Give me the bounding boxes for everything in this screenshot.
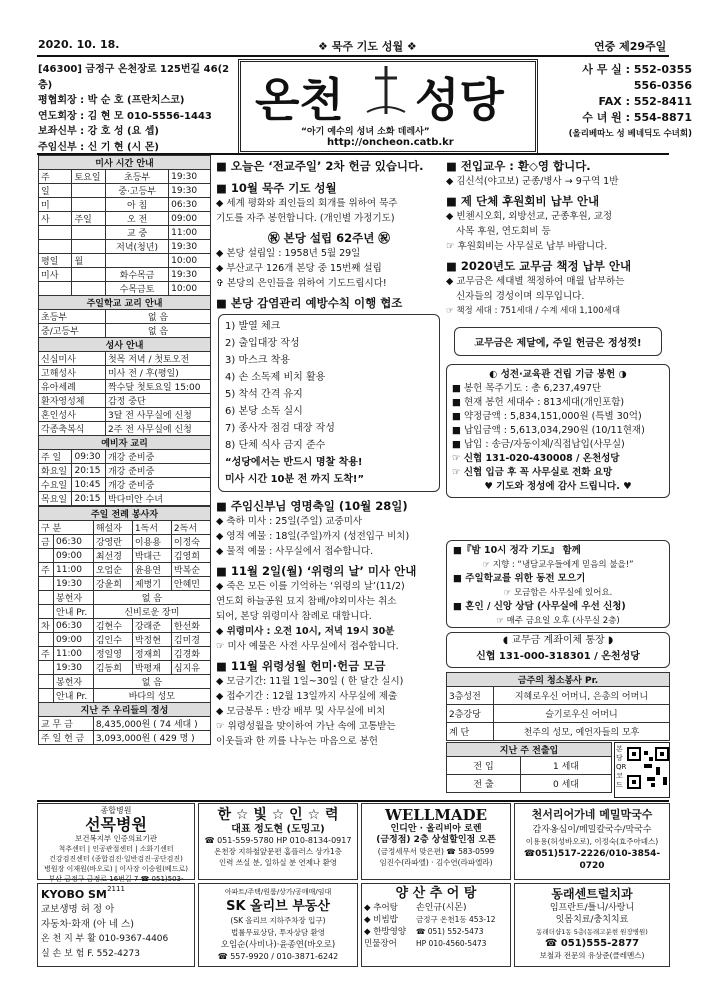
text-cell: 09:00 xyxy=(54,549,94,563)
text-cell: 척추센터 | 인공관절센터 | 소화기센터 xyxy=(58,845,174,853)
text-cell: 각종축복식 xyxy=(39,422,106,436)
catechism-title: 주일학교 교리 안내 xyxy=(39,296,211,310)
text-cell: 2) 출입대장 작성 xyxy=(225,338,300,349)
text-cell: 평일 xyxy=(39,254,72,268)
text-cell: ☞ 지향 : “냉담교우들에게 믿음의 불을!” xyxy=(482,560,634,570)
qr-code[interactable] xyxy=(614,742,670,798)
text-cell: ☎ 557-9920 / 010-3871-6242 xyxy=(217,952,339,961)
text-cell: 박복순 xyxy=(171,563,210,577)
anniversary-heading: ㊗ 본당 설립 62주년 ㊗ xyxy=(268,231,390,245)
text-cell: 주 일 헌 금 xyxy=(39,731,94,745)
ads-divider xyxy=(37,800,669,802)
assistant-priest: 보좌신부 : 강 호 성 (요 셉) xyxy=(38,126,159,137)
text-cell: 미 xyxy=(39,198,72,212)
text-cell: 보철과 전문의 유상준(클레멘스) xyxy=(539,951,645,960)
text-cell: 자동차·화재 (아 네 스) xyxy=(41,919,134,930)
cleaning-table xyxy=(446,672,670,741)
text-cell: ◆ 교무금은 세대별 책정하여 매월 납부하는 xyxy=(446,276,625,287)
text-cell: 박다미안 수녀 xyxy=(105,492,210,506)
text-cell: 일 xyxy=(39,184,72,198)
text-cell: KYOBO SM xyxy=(41,888,107,901)
text-cell: 금 xyxy=(39,535,54,549)
tithe-reminder: 교무금은 제달에, 주일 헌금은 정성껏! xyxy=(454,327,662,356)
text-cell: 봉헌자 xyxy=(54,591,94,605)
text-cell: 안혜민 xyxy=(171,577,210,591)
ad-real-estate[interactable] xyxy=(198,883,358,967)
text-cell: 화요일 xyxy=(39,464,72,478)
text-cell: ◆ 위령미사 : 오전 10시, 저녁 19시 30분 xyxy=(216,626,395,637)
text-cell xyxy=(72,282,105,296)
ad-restaurant[interactable] xyxy=(361,883,511,967)
text-cell: ✞ 본당의 은인들을 위하여 기도드립시다! xyxy=(216,278,387,289)
text-cell: 주 일 xyxy=(39,450,72,464)
notice-dues: ■ 제 단체 후원회비 납부 안내 xyxy=(446,194,600,208)
cross-icon xyxy=(361,62,411,122)
text-cell: 1독서 xyxy=(132,521,171,535)
text-cell xyxy=(72,240,105,254)
text-cell: ■ 혼인 / 신앙 상담 (사무실에 우선 신청) xyxy=(453,601,626,612)
title-left: 온천 xyxy=(255,73,344,127)
rules-box xyxy=(218,314,440,492)
text-cell: 한선화 xyxy=(171,619,210,633)
text-cell: 혼인성사 xyxy=(39,408,106,422)
text-cell: 차 xyxy=(39,619,54,633)
ad-clothing[interactable] xyxy=(361,803,511,880)
text-cell: 신비로운 장미 xyxy=(93,605,210,619)
text-cell: 주 xyxy=(39,170,72,184)
text-cell: 기도를 자주 봉헌합니다. (개인별 가정기도) xyxy=(216,213,395,224)
ad-staffing[interactable] xyxy=(198,803,358,880)
text-cell: ☞ 모금함은 사무실에 있어요. xyxy=(503,588,613,598)
text-cell: 06:30 xyxy=(54,619,94,633)
text-cell: 초등부 xyxy=(39,310,106,324)
text-cell: 계 단 xyxy=(447,723,494,741)
notice-all-souls: ■ 11월 2일(월) ‘위령의 날’ 미사 안내 xyxy=(216,564,417,578)
text-cell: 4) 손 소독제 비치 활용 xyxy=(225,372,326,383)
text-cell: 5) 착석 간격 유지 xyxy=(225,389,303,400)
text-cell: ◆ 추어탕 xyxy=(364,903,398,913)
text-cell: 대표 정도현 (도밍고) xyxy=(231,824,325,835)
text-cell: 금정구 온천1동 453-12 xyxy=(416,915,496,924)
text-cell: 온 천 지 부 활 010-9367-4406 xyxy=(41,934,169,944)
text-cell: 화수목금 xyxy=(105,268,168,282)
issue-date: 2020. 10. 18. xyxy=(38,38,120,51)
text-cell: 건강검진센터 (종합검진·일반검진·공단검진) xyxy=(49,855,183,863)
text-cell: 11:00 xyxy=(54,563,94,577)
text-cell: 연도회 하늘공원 묘지 참배/야외미사는 취소 xyxy=(216,596,397,607)
text-cell: 토요일 xyxy=(72,170,105,184)
notice-donation: ■ 11월 위령성월 헌미·헌금 모금 xyxy=(216,659,386,673)
text-cell: ☞ 매주 금요일 오후 (사무실 2층) xyxy=(496,616,620,626)
address: [46300] 금정구 온천장로 125번길 46(2층) xyxy=(38,64,230,91)
text-cell: 유아세례 xyxy=(39,380,106,394)
text-cell: ◆ 죽은 모든 이를 기억하는 ‘위령의 날’(11/2) xyxy=(216,581,405,592)
fax-number: FAX : 552-8411 xyxy=(598,95,692,108)
building-fund-box xyxy=(446,364,670,498)
convent-name: (올리베따노 성 베네딕도 수녀회) xyxy=(568,129,692,139)
text-cell: HP 010-4560-5473 xyxy=(416,939,487,948)
text-cell: ■ 납입금액 : 5,613,034,290원 (10/11현재) xyxy=(452,425,645,436)
prayer-box xyxy=(446,540,670,628)
text-cell: ☞ 책정 세대 : 751세대 / 수계 세대 1,100세대 xyxy=(446,306,621,316)
text-cell: ☞ 미사 예물은 사전 사무실에서 접수합니다. xyxy=(216,641,399,652)
text-cell: 강윤희 xyxy=(93,577,132,591)
text-cell: 09:00 xyxy=(169,212,211,226)
text-cell: 봉헌자 xyxy=(54,675,94,689)
notice-infection-control: ■ 본당 감염관리 예방수칙 이행 협조 xyxy=(216,296,403,310)
notice-mission-sunday: ■ 오늘은 ‘전교주일’ 2차 헌금 있습니다. xyxy=(216,159,424,173)
text-cell: 감정 중단 xyxy=(105,394,210,408)
text-cell: 인디안 · 올리비아 로렌 xyxy=(390,824,482,834)
text-cell: 3) 마스크 착용 xyxy=(225,355,290,366)
celebrate-icon: ㊗ xyxy=(268,231,284,245)
text-cell: ☞ 위령성월을 맞이하여 가난 속에 고통받는 xyxy=(216,721,396,732)
text-cell: 1 세대 xyxy=(521,757,612,775)
text-cell: 1) 발열 체크 xyxy=(225,321,281,332)
text-cell: 11:00 xyxy=(54,647,94,661)
text-cell: 중/고등부 xyxy=(39,324,106,338)
text-cell: 본당 QR 코드 xyxy=(616,745,627,789)
offering-title: 지난 주 우리들의 정성 xyxy=(39,703,211,717)
text-cell: 수요일 xyxy=(39,478,72,492)
text-cell: 종합병원 xyxy=(100,806,132,815)
text-cell: 지난 주 전출입 xyxy=(447,743,612,757)
servers-title: 주일 전례 봉사자 xyxy=(39,507,211,521)
text-cell xyxy=(72,184,105,198)
text-cell xyxy=(72,226,105,240)
text-cell: 3,093,000원 ( 429 명 ) xyxy=(93,731,210,745)
text-cell: 병원장 이재원(바오로) | 이사장 이승원(베드로) xyxy=(44,865,188,873)
text-cell: 윤용연 xyxy=(132,563,171,577)
parish-staff xyxy=(38,62,234,155)
text-cell: 임프란트/틀니/사랑니 xyxy=(549,903,635,913)
text-cell: 정재희 xyxy=(132,647,171,661)
text-cell: 개강 준비중 xyxy=(105,450,210,464)
text-cell: ◖ 교무금 계좌이체 통장 ◗ xyxy=(502,635,614,646)
text-cell: 양 산 추 어 탕 xyxy=(395,886,477,901)
ad-dental[interactable] xyxy=(514,883,670,967)
office-phone: 사 무 실 : 552-0355 xyxy=(582,63,692,76)
text-cell: 제병기 xyxy=(132,577,171,591)
text-cell: 09:30 xyxy=(72,450,105,464)
text-cell: 김동희 xyxy=(93,661,132,675)
text-cell: ◆ 축하 미사 : 25일(주일) 교중미사 xyxy=(216,516,363,527)
text-cell: ☞ 신협 입금 후 꼭 사무실로 전화 요망 xyxy=(452,467,613,478)
text-cell: 0 세대 xyxy=(521,775,612,793)
text-cell: (SK 올리브 지하주차장 입구) xyxy=(230,916,326,925)
text-cell: 중·고등부 xyxy=(105,184,168,198)
text-cell: 없 음 xyxy=(105,310,210,324)
text-cell: 신협 131-000-318301 / 온천성당 xyxy=(476,651,640,662)
membership-table xyxy=(446,742,612,793)
text-cell: ☞ 신협 131-020-430008 / 온천성당 xyxy=(452,453,620,464)
notice-tithe: ■ 2020년도 교무금 책정 납부 안내 xyxy=(446,259,632,273)
text-cell: 3달 전 사무실에 신청 xyxy=(105,408,210,422)
text-cell: 19:30 xyxy=(54,577,94,591)
text-cell: 정일영 xyxy=(93,647,132,661)
text-cell: 심지유 xyxy=(171,661,210,675)
text-cell: 6) 본당 소독 실시 xyxy=(225,406,303,417)
parish-url[interactable]: http://oncheon.catb.kr xyxy=(327,137,454,148)
mass-schedule-title: 미사 시간 안내 xyxy=(39,156,211,170)
text-cell: 되어, 본당 위령미사 참례로 대합니다. xyxy=(216,611,372,622)
text-cell: 임진수(라파엘) · 김수연(라파엘라) xyxy=(379,858,493,867)
text-cell: 10:45 xyxy=(72,478,105,492)
text-cell: 법률무료상담, 투자상담 환영 xyxy=(230,928,326,937)
text-cell: 미사 전 / 후(평일) xyxy=(105,366,210,380)
left-column xyxy=(38,155,211,745)
text-cell: 강영란 xyxy=(93,535,132,549)
notice-welcome: ■ 전입교우 : 환◇영 합니다. xyxy=(446,159,591,173)
text-cell: ◆ 물적 예물 : 사무실에서 접수합니다. xyxy=(216,546,374,557)
text-cell: 지혜로우신 어머니, 은총의 어머니 xyxy=(493,687,669,705)
liturgical-week: 연중 제29주일 xyxy=(594,40,667,53)
text-cell: 10:00 xyxy=(169,254,211,268)
text-cell: 김현수 xyxy=(93,619,132,633)
text-cell: 이용용(허성바오로), 이정숙(효주아녜스) xyxy=(525,837,659,846)
text-cell: 강래준 xyxy=(132,619,171,633)
text-cell: 2주 전 사무실에 신청 xyxy=(105,422,210,436)
text-cell: 06:30 xyxy=(169,198,211,212)
text-cell: 동래센트럴치과 xyxy=(551,887,633,901)
text-cell: 주 xyxy=(39,647,54,661)
text-cell: 박대근 xyxy=(132,549,171,563)
text-cell: 환자영성체 xyxy=(39,394,106,408)
text-cell: 고해성사 xyxy=(39,366,106,380)
text-cell: 신심미사 xyxy=(39,352,106,366)
text-cell: 이웃들과 한 끼를 나누는 마음으로 봉헌 xyxy=(216,736,378,747)
text-cell: 오엄순 xyxy=(93,563,132,577)
month-theme: ❖ 묵주 기도 성월 ❖ xyxy=(318,40,417,53)
ad-noodle-shop[interactable] xyxy=(514,803,670,880)
text-cell: (금정점) 2층 상설할인점 오픈 xyxy=(376,835,496,845)
text-cell: ◆ 빈첸시오회, 외방선교, 군종후원, 교정 xyxy=(446,211,613,222)
text-cell: 김영희 xyxy=(171,549,210,563)
notice-rosary-month: ■ 10월 묵주 기도 성월 xyxy=(216,181,337,195)
text-cell: 김경화 xyxy=(171,647,210,661)
text-cell: 목요일 xyxy=(39,492,72,506)
text-cell: 06:30 xyxy=(54,535,94,549)
text-cell: 20:15 xyxy=(72,492,105,506)
text-cell: 2층강당 xyxy=(447,705,494,723)
text-cell: 아파트/주택/원룸/상가/공매매/임대 xyxy=(224,888,332,896)
text-cell: “성당에서는 반드시 명찰 착용! xyxy=(225,457,363,468)
text-cell: 미사 xyxy=(39,268,72,282)
text-cell: ☎ 051) 552-5473 xyxy=(416,927,484,936)
prep-class-title: 예비자 교리 xyxy=(39,436,211,450)
text-cell: 해설자 xyxy=(93,521,132,535)
text-cell: 이정숙 xyxy=(171,535,210,549)
text-cell: 19:30 xyxy=(169,240,211,254)
text-cell: 첫목 저녁 / 첫토오전 xyxy=(105,352,210,366)
text-cell: ■ 약정금액 : 5,834,151,000원 (특별 30억) xyxy=(452,411,642,422)
text-cell: 주일 xyxy=(72,212,105,226)
text-cell: 교 중 xyxy=(105,226,168,240)
text-cell: 슬기로우신 어머니 xyxy=(493,705,669,723)
text-cell: 수목금토 xyxy=(105,282,168,296)
memorial-head: 연도회장 : 김 현 모 010-5556-1443 xyxy=(38,110,212,122)
title-right: 성당 xyxy=(415,73,504,127)
text-cell: 없 음 xyxy=(93,591,210,605)
text-cell: ☎ 051-559-5780 HP 010-8134-0917 xyxy=(204,836,352,845)
text-cell: 교보생명 허 정 아 xyxy=(41,904,115,915)
text-cell: 손인규(시몬) xyxy=(416,903,467,913)
text-cell xyxy=(39,226,72,240)
text-cell: 신자들의 경성이며 의무입니다. xyxy=(456,291,585,302)
text-cell: 없 음 xyxy=(105,324,210,338)
text-cell: 3층성전 xyxy=(447,687,494,705)
text-cell: 천서리어가네 메밀막국수 xyxy=(531,808,653,821)
text-cell: ◆ 비빔밥 xyxy=(364,915,398,925)
text-cell xyxy=(39,282,72,296)
text-cell: ☎ 051)555-2877 xyxy=(544,938,640,949)
bank-account-box xyxy=(446,632,670,668)
parish-patron: “아기 예수의 성녀 소화 데레사” xyxy=(301,127,430,137)
text-cell: ☞ 후원회비는 사무실로 납부 바랍니다. xyxy=(446,241,608,252)
header-divider xyxy=(37,55,669,57)
text-cell xyxy=(105,254,168,268)
text-cell: 개강 준비중 xyxy=(105,464,210,478)
text-cell: 19:30 xyxy=(169,184,211,198)
sacrament-title: 성사 안내 xyxy=(39,338,211,352)
contact-info xyxy=(542,62,702,142)
text-cell: ■ 주일학교를 위한 동전 모으기 xyxy=(453,573,586,584)
text-cell: ◆ 본당 설립일 : 1958년 5월 29일 xyxy=(216,248,361,259)
text-cell: SK 올리브 부동산 xyxy=(226,899,330,914)
text-cell: 본당 설립 62주년 xyxy=(283,231,375,245)
text-cell: 구 분 xyxy=(39,521,94,535)
convent-phone: 수 녀 원 : 554-8871 xyxy=(582,111,692,124)
text-cell: 19:30 xyxy=(169,170,211,184)
text-cell: (금정세무서 맞은편) ☎ 583-0599 xyxy=(377,847,495,856)
council-head: 평협회장 : 박 순 호 (프란치스코) xyxy=(38,95,185,106)
text-cell: 잇몸치료/충치치료 xyxy=(555,915,629,925)
text-cell: 09:00 xyxy=(54,633,94,647)
text-cell: 안내 Pr. xyxy=(54,605,94,619)
text-cell: 개강 준비중 xyxy=(105,478,210,492)
text-cell: 8) 단체 식사 금지 준수 xyxy=(225,440,326,451)
text-cell: 김미경 xyxy=(171,633,210,647)
text-cell: 부산 금정구 금정로 16번길 7 ☎ 051)503-2111 xyxy=(48,875,184,893)
ad-insurance[interactable] xyxy=(37,883,195,967)
text-cell: 금주의 청소봉사 Pr. xyxy=(447,673,670,687)
text-cell: 20:15 xyxy=(72,464,105,478)
text-cell: ◆ 한방영양 xyxy=(364,927,407,937)
text-cell xyxy=(72,198,105,212)
text-cell: ◆ 세계 평화와 죄인들의 회개를 위하여 묵주 xyxy=(216,198,398,209)
text-cell: 온천장 지하철앞문편 홈플러스 상가1층 xyxy=(214,847,342,856)
text-cell: 미사 시간 10분 전 까지 도착!” xyxy=(225,474,365,485)
parish-title-box xyxy=(238,59,538,154)
text-cell: ■ 현재 봉헌 세대수 : 813세대(개인포함) xyxy=(452,397,625,408)
right-column xyxy=(446,156,670,556)
text-cell: ♥ 기도와 정성에 감사 드립니다. ♥ xyxy=(484,481,632,492)
text-cell: 초등부 xyxy=(105,170,168,184)
text-cell: 김인수 xyxy=(93,633,132,647)
text-cell xyxy=(39,240,72,254)
text-cell: 11:00 xyxy=(169,226,211,240)
text-cell: 보건복지부 인증의료기관 xyxy=(74,834,158,843)
text-cell: ◆ 접수기간 : 12월 13일까지 사무실에 제출 xyxy=(216,691,398,702)
text-cell: 교 무 금 xyxy=(39,717,94,731)
text-cell: 박정현 xyxy=(132,633,171,647)
text-cell: ■ 봉헌 목주기도 : 총 6,237,497단 xyxy=(452,383,602,394)
text-cell: 바다의 성모 xyxy=(93,689,210,703)
text-cell: 한 ☆ 빛 ☆ 인 ☆ 력 xyxy=(217,807,339,823)
text-cell: 전 입 xyxy=(447,757,521,775)
text-cell: 감자옹심이/메밀칼국수/막국수 xyxy=(532,825,652,835)
text-cell: 실 손 보 험 F. 552-4273 xyxy=(41,949,141,959)
text-cell: 짝수달 첫토요일 15:00 xyxy=(105,380,210,394)
text-cell: 박평재 xyxy=(132,661,171,675)
text-cell: ☎051)517-2226/010-3854-0720 xyxy=(523,849,661,871)
text-cell: 아 침 xyxy=(105,198,168,212)
text-cell: 사 xyxy=(39,212,72,226)
text-cell: 주 xyxy=(39,563,54,577)
qr-icon xyxy=(627,747,669,789)
text-cell: 8,435,000원 ( 74 세대 ) xyxy=(93,717,210,731)
text-cell: ◆ 김신석(야고보) 군종/병사 → 9구역 1반 xyxy=(446,176,619,187)
text-cell: ■『밤 10시 정각 기도』 함께 xyxy=(453,545,581,556)
text-cell: 7) 종사자 점검 대장 작성 xyxy=(225,423,335,434)
text-cell: ◆ 영적 예물 : 18일(주일)까지 (성전입구 비치) xyxy=(216,531,410,542)
ad-hospital[interactable] xyxy=(37,803,195,893)
text-cell: 이용용 xyxy=(132,535,171,549)
text-cell: 천주의 성모, 예언자들의 모후 xyxy=(493,723,669,741)
text-cell: 최선경 xyxy=(93,549,132,563)
header xyxy=(0,0,707,58)
mass-schedule-table xyxy=(38,155,211,506)
text-cell xyxy=(72,268,105,282)
text-cell: 19:30 xyxy=(169,268,211,282)
text-cell: 오 전 xyxy=(105,212,168,226)
text-cell: WELLMADE xyxy=(384,806,488,824)
text-cell: 월 xyxy=(72,254,105,268)
text-cell: ◆ 모금봉투 : 반강 배부 및 사무실에 비치 xyxy=(216,706,386,717)
text-cell: 없 음 xyxy=(93,675,210,689)
text-cell: ◐ 성전·교육관 건립 기금 봉헌 ◑ xyxy=(489,369,627,380)
text-cell: 2독서 xyxy=(171,521,210,535)
text-cell: 19:30 xyxy=(54,661,94,675)
text-cell: 민물장어 xyxy=(364,939,397,949)
text-cell: 선목병원 xyxy=(85,815,147,834)
notice-feast-day: ■ 주임신부님 영명축일 (10월 28일) xyxy=(216,499,408,513)
text-cell: 동래더샵1동 5층(동래고분현 원장병원) xyxy=(536,928,648,936)
liturgy-servers-table xyxy=(38,506,211,745)
office-phone-2: 556-0356 xyxy=(633,79,692,92)
text-cell: 오임순(사비나)·윤종연(바오로) xyxy=(220,940,336,950)
text-cell: 인력 쓰실 분, 일하실 분 연제나 환영 xyxy=(218,858,338,867)
text-cell: 저녁(청년) xyxy=(105,240,168,254)
middle-column xyxy=(216,156,442,789)
text-cell: 사목 후원, 연도회비 등 xyxy=(456,226,551,237)
text-cell: 안내 Pr. xyxy=(54,689,94,703)
text-cell: 10:00 xyxy=(169,282,211,296)
pastor: 주임신부 : 신 기 현 (시 몬) xyxy=(38,141,159,153)
text-cell: ◆ 모금기간: 11월 1일~30일 ( 한 달간 실시) xyxy=(216,676,404,687)
text-cell: 전 출 xyxy=(447,775,521,793)
text-cell: ■ 납입 : 송금/자동이체/직접납입(사무실) xyxy=(452,439,625,450)
text-cell: ◆ 부산교구 126개 본당 중 15번째 설립 xyxy=(216,263,382,274)
